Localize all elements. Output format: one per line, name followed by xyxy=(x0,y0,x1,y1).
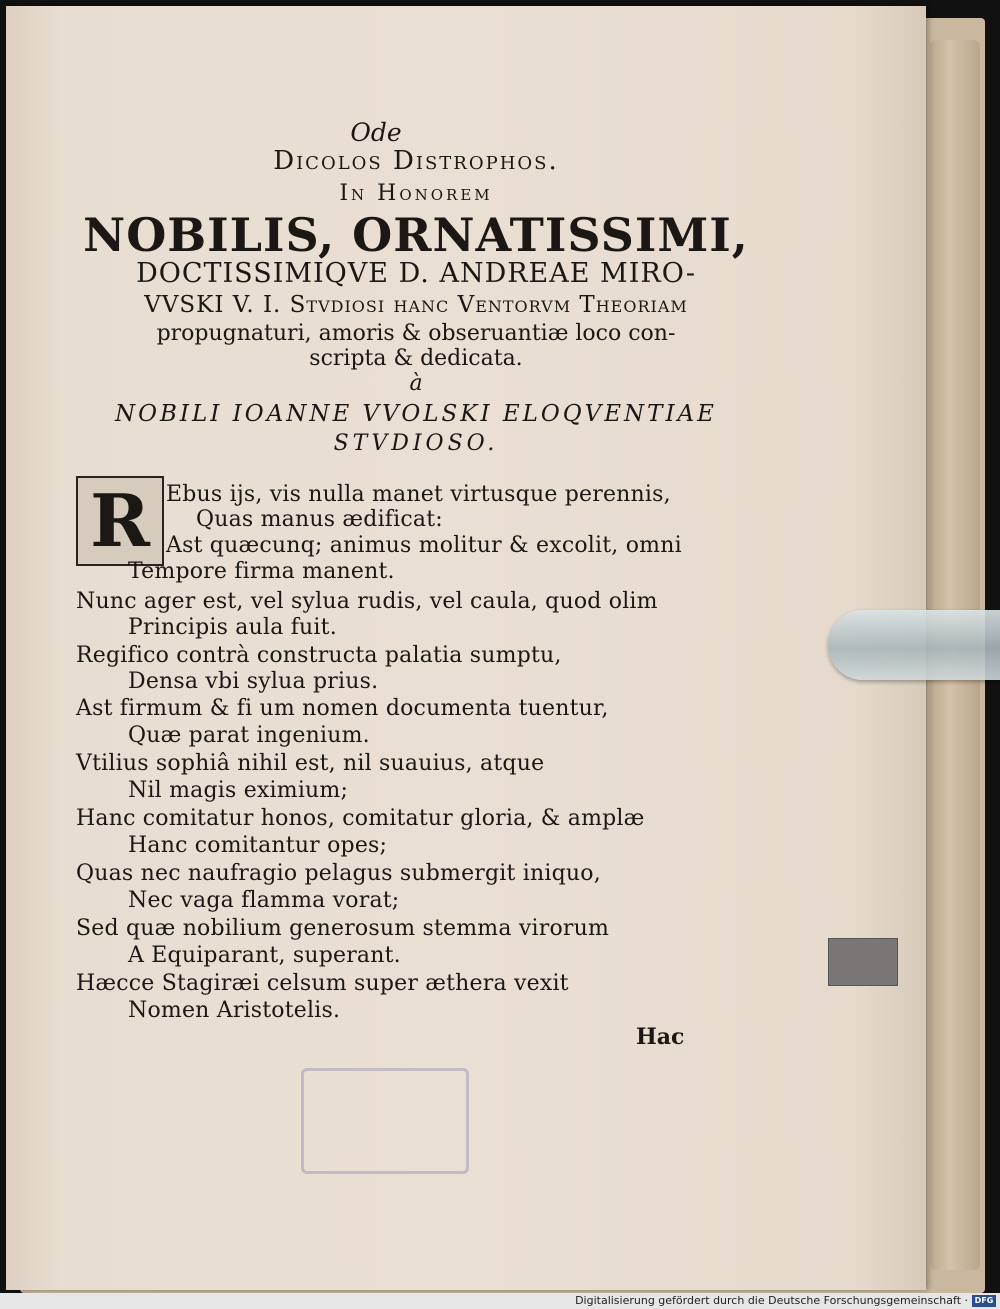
verse-line: Nomen Aristotelis. xyxy=(128,998,341,1023)
verse-line: Ebus ijs, vis nulla manet virtusque perennis, xyxy=(166,482,671,507)
verse-line: Densa vbi sylua prius. xyxy=(128,669,379,694)
verse-line: Quæ parat ingenium. xyxy=(128,723,370,748)
verse-line: Ast quæcunq; animus molitur & excolit, omni xyxy=(166,533,682,558)
dfg-logo-icon: DFG xyxy=(972,1295,996,1307)
title-scripta: scripta & dedicata. xyxy=(309,346,523,371)
title-a: à xyxy=(409,371,423,396)
verse-line: Ast firmum & fi um nomen documenta tuentur, xyxy=(76,696,609,721)
title-dicolos: Dicolos Distrophos. xyxy=(273,146,559,176)
library-stamp xyxy=(301,1068,469,1174)
verse-line: Regifico contrà constructa palatia sumptu, xyxy=(76,643,562,668)
verse-line: Sed quæ nobilium generosum stemma virorum xyxy=(76,916,610,941)
catchword: Hac xyxy=(636,1024,685,1050)
footer-credit: Digitalisierung gefördert durch die Deutsche Forschungsgemeinschaft · xyxy=(575,1294,968,1307)
decorated-initial xyxy=(76,476,164,566)
title-in-honorem: In Honorem xyxy=(339,181,493,206)
title-studioso: STVDIOSO. xyxy=(333,431,499,456)
paper-clip xyxy=(828,610,1000,680)
drop-cap-letter: R xyxy=(90,478,150,563)
title-nobilis: NOBILIS, ORNATISSIMI, xyxy=(83,208,749,262)
ode-heading: Ode xyxy=(350,118,402,147)
title-propugnaturi: propugnaturi, amoris & obseruantiæ loco con- xyxy=(156,321,676,346)
verse-line: A Equiparant, superant. xyxy=(128,943,401,968)
verse-line: Hanc comitatur honos, comitatur gloria, & amplæ xyxy=(76,806,645,831)
verse-line: Tempore firma manent. xyxy=(128,559,395,584)
verse-line: Vtilius sophiâ nihil est, nil suauius, atque xyxy=(76,751,545,776)
verse-line: Principis aula fuit. xyxy=(128,615,337,640)
verse-line: Hanc comitantur opes; xyxy=(128,833,388,858)
grey-tab xyxy=(828,938,898,986)
verse-line: Quas manus ædificat: xyxy=(196,507,443,532)
verse-line: Quas nec naufragio pelagus submergit iniquo, xyxy=(76,861,601,886)
title-doctissimi: DOCTISSIMIQVE D. ANDREAE MIRO- xyxy=(136,258,696,289)
verse-line: Nec vaga flamma vorat; xyxy=(128,888,400,913)
footer-bar xyxy=(0,1293,1000,1309)
book-page xyxy=(6,6,926,1290)
verse-line: Hæcce Stagiræi celsum super æthera vexit xyxy=(76,971,569,996)
title-nobili: NOBILI IOANNE VVOLSKI ELOQVENTIAE xyxy=(115,401,717,427)
title-vvski: VVSKI V. I. Stvdiosi hanc Ventorvm Theoriam xyxy=(144,292,688,318)
verse-line: Nunc ager est, vel sylua rudis, vel caula, quod olim xyxy=(76,589,658,614)
verse-line: Nil magis eximium; xyxy=(128,778,349,803)
